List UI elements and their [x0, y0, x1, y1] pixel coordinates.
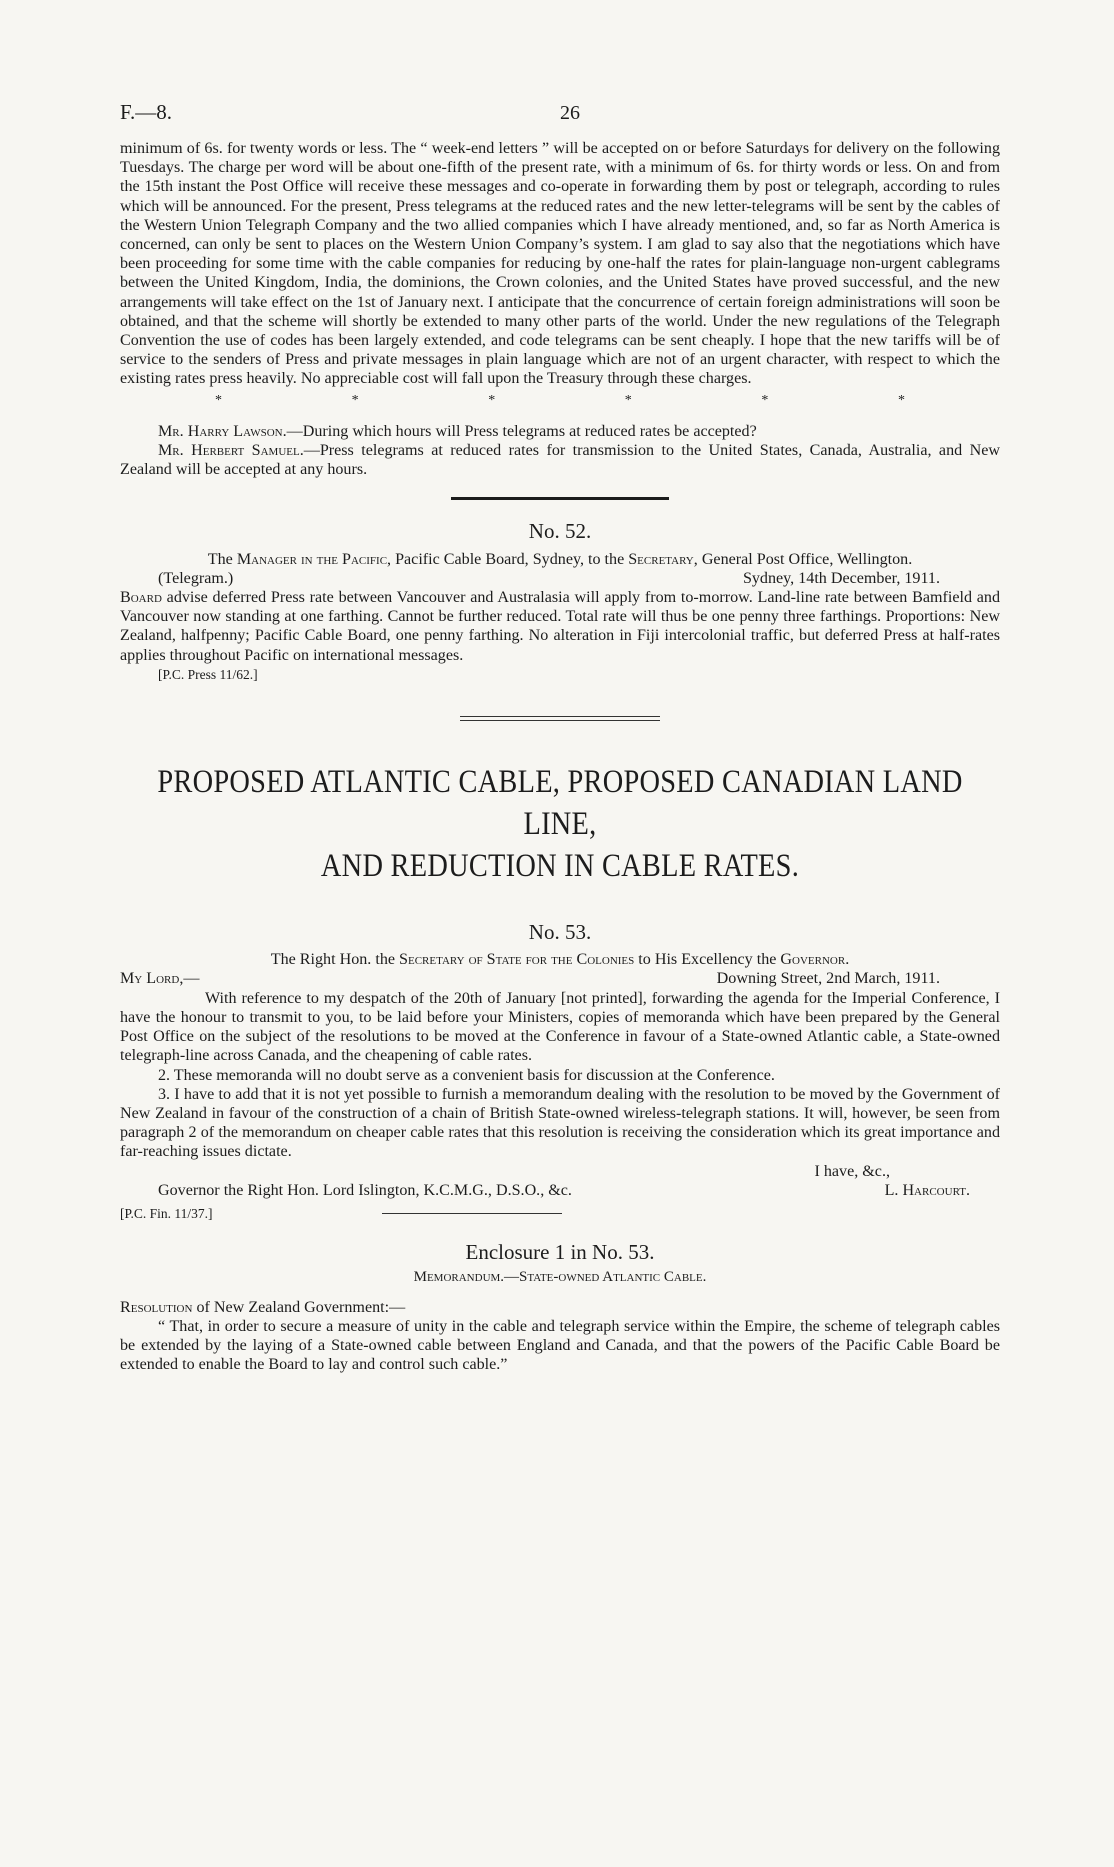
telegram-date: Sydney, 14th December, 1911.	[742, 569, 940, 587]
file-ref-row	[120, 1204, 1000, 1223]
letter-date: Downing Street, 2nd March, 1911.	[716, 970, 940, 988]
page-number: 26	[560, 102, 580, 124]
section-break-stars	[120, 389, 1000, 410]
document-number: No. 52.	[528, 519, 592, 544]
speaker-name: Mr. Herbert Samuel.	[158, 442, 304, 460]
document-address: The Manager in the Pacific, Pacific Cable Board, Sydney, to the Secretary, General Post Office, Wellington.	[207, 550, 913, 568]
document-no-53	[120, 920, 1000, 1223]
star: *	[761, 392, 769, 408]
section-divider-thin	[382, 1213, 562, 1214]
document-address: The Right Hon. the Secretary of State for the Colonies to His Excellency the Governor.	[270, 951, 850, 969]
star: *	[215, 392, 222, 408]
memorandum-title: Memorandum.—State-owned Atlantic Cable.	[413, 1269, 707, 1286]
section-divider-double	[460, 716, 660, 721]
document-number: No. 53.	[528, 920, 592, 945]
headline-line: AND REDUCTION IN CABLE RATES.	[320, 848, 800, 885]
file-reference: [P.C. Press 11/62.]	[158, 666, 258, 682]
star: *	[897, 392, 905, 408]
star: *	[488, 392, 496, 408]
document-reference: F.—8.	[120, 100, 172, 124]
enclosure-section	[120, 1240, 1000, 1374]
intro-section	[120, 139, 1000, 479]
letter-signature-row	[120, 1181, 1000, 1200]
section-divider	[451, 497, 669, 500]
page-header	[120, 100, 1000, 125]
enclosure-title: Enclosure 1 in No. 53.	[465, 1240, 655, 1265]
intro-paragraph: minimum of 6s. for twenty words or less. The “ week-end letters ” will be accepted on or before Saturdays for delivery on the following Tuesdays. The charge per word will be about one-fifth of the present rate, with a minimum of 6s. for thirty words or less. On and from the 15th instant the Post Office will receive these messages and co-operate in forwarding them by post or telegraph, according to rules which will be announced. For the present, Press telegrams at the reduced rates and the new letter-telegrams will be sent by the cables of the Western Union Telegraph Company and the two allied companies which I have already mentioned, and, so far as North America is concerned, can only be sent to places on the Western Union Company’s system. I am glad to say also that the negotiations which have been proceeding for some time with the cable companies for reducing by one-half the rates for plain-language non-urgent cablegrams between the United Kingdom, India, the dominions, the Crown colonies, and the United States have proved successful, and the new arrangements will take effect on the 1st of January next. I anticipate that the concurrence of certain foreign administrations will soon be obtained, and that the scheme will shortly be extended to many other parts of the world. Under the new regulations of the Telegraph Convention the use of codes has been largely extended, and code telegrams can be sent cheaply. I hope that the new tariffs will be of service to the senders of Press and private messages in plain language which are not of an urgent character, with respect to which the existing rates press heavily. No appreciable cost will fall upon the Treasury through these charges.	[120, 140, 1000, 388]
star: *	[351, 392, 359, 408]
document-page	[120, 100, 1000, 1374]
speaker-name: Mr. Harry Lawson.	[158, 422, 287, 440]
signature: L. Harcourt.	[884, 1181, 970, 1199]
headline-line: PROPOSED ATLANTIC CABLE, PROPOSED CANADIAN LAND LINE,	[157, 764, 963, 843]
resolution-text: “ That, in order to secure a measure of unity in the cable and telegraph service within the Empire, the scheme of telegraph cables be extended by the laying of a State-owned cable between England and Canada, and that the powers of the Pacific Cable Board be extended to enable the Board to lay and control such cable.”	[120, 1317, 1000, 1374]
lawson-question	[120, 422, 1000, 441]
salutation: My Lord,—	[120, 970, 200, 988]
document-no-52	[120, 519, 1000, 684]
telegram-body: Board advise deferred Press rate between Vancouver and Australasia will apply from to-morrow. Land-line rate between Bamfield and Vancouver now standing at one farthing. Cannot be further reduced. Total rate will thus be one penny three farthings. Proportions: New Zealand, halfpenny; Pacific Cable Board, one penny farthing. No alteration in Fiji intercolonial traffic, but deferred Press at half-rates applies throughout Pacific on international messages.	[120, 589, 1000, 664]
letter-header	[120, 969, 1000, 988]
star: *	[624, 392, 632, 408]
letter-paragraph: 2. These memoranda will no doubt serve as a convenient basis for discussion at the Conference.	[158, 1066, 775, 1084]
telegram-label: (Telegram.)	[158, 569, 234, 587]
speech-text: —Press telegrams at reduced rates for transmission to the United States, Canada, Australia, and New Zealand will be accepted at any hours.	[120, 442, 1000, 479]
letter-closing: I have, &c.,	[814, 1162, 890, 1180]
section-headline	[130, 761, 990, 887]
samuel-answer	[120, 441, 1000, 479]
letter-paragraph: With reference to my despatch of the 20th of January [not printed], forwarding the agenda for the Imperial Conference, I have the honour to transmit to you, to be laid before your Ministers, copies of memoranda which have been prepared by the General Post Office on the subject of the resolutions to be moved at the Conference in favour of a State-owned Atlantic cable, a State-owned telegraph-line across Canada, and the cheapening of cable rates.	[120, 989, 1000, 1065]
speech-text: —During which hours will Press telegrams at reduced rates be accepted?	[286, 422, 757, 440]
file-reference: [P.C. Fin. 11/37.]	[120, 1205, 213, 1221]
letter-paragraph: 3. I have to add that it is not yet possible to furnish a memorandum dealing with the resolution to be moved by the Government of New Zealand in favour of the construction of a chain of British State-owned wireless-telegraph stations. It will, however, be seen from paragraph 2 of the memorandum on cheaper cable rates that this resolution is receiving the consideration which its great importance and far-reaching issues dictate.	[120, 1085, 1000, 1161]
resolution-intro: Resolution of New Zealand Government:—	[120, 1298, 406, 1316]
letter-addressee: Governor the Right Hon. Lord Islington, K.C.M.G., D.S.O., &c.	[158, 1181, 572, 1199]
telegram-header	[120, 569, 1000, 588]
